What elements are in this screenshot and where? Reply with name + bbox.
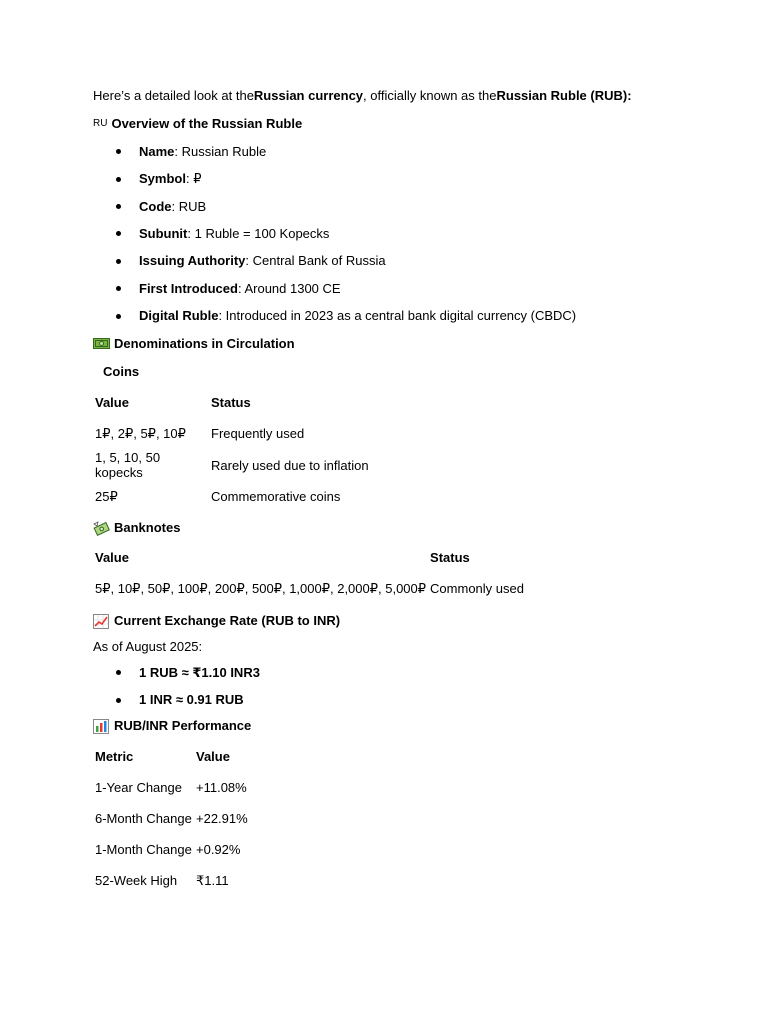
coins-heading: Coins — [103, 363, 140, 379]
overview-title: Overview of the Russian Ruble — [111, 116, 303, 132]
item-label: Name — [139, 143, 175, 159]
table-cell: Commonly used — [430, 580, 524, 596]
exchange-heading — [93, 611, 693, 631]
table-cell: Rarely used due to inflation — [211, 457, 369, 473]
item-value: : ₽ — [185, 171, 202, 187]
column-header: Metric — [95, 749, 134, 765]
exchange-date: As of August 2025: — [93, 639, 203, 655]
table-row — [95, 804, 248, 835]
item-value: : Central Bank of Russia — [245, 253, 386, 269]
list-item — [93, 302, 693, 329]
table-header-row — [95, 742, 248, 773]
table-row — [95, 866, 248, 897]
list-item — [93, 275, 693, 302]
overview-heading — [93, 114, 693, 134]
money-wings-icon — [93, 521, 109, 535]
list-item — [93, 248, 693, 275]
table-cell: 1, 5, 10, 50 kopecks — [95, 449, 161, 481]
russia-flag-icon: RU — [93, 118, 108, 129]
intro-colon: : — [627, 88, 632, 104]
table-row — [95, 419, 369, 450]
list-item — [93, 165, 693, 192]
table-cell: +0.92% — [196, 842, 241, 858]
table-cell: 5₽, 10₽, 50₽, 100₽, 200₽, 500₽, 1,000₽, 2,000₽, 5,000₽ — [95, 580, 427, 596]
column-header: Value — [95, 395, 129, 411]
item-label: Symbol — [139, 171, 186, 187]
coins-table — [95, 388, 369, 512]
rate-value: 1 INR ≈ 0.91 RUB — [139, 692, 244, 708]
list-item — [93, 138, 693, 165]
banknotes-heading — [93, 518, 693, 538]
chart-increasing-icon — [93, 614, 109, 628]
table-cell: 1₽, 2₽, 5₽, 10₽ — [95, 426, 186, 442]
table-row — [95, 773, 248, 804]
denominations-heading — [93, 334, 693, 354]
table-row — [95, 573, 524, 604]
table-cell: ₹1.11 — [196, 873, 229, 889]
item-value: : 1 Ruble = 100 Kopecks — [187, 226, 330, 242]
item-label: Issuing Authority — [139, 253, 246, 269]
overview-list — [93, 138, 693, 330]
table-cell: 1-Year Change — [95, 780, 182, 796]
item-value: : Russian Ruble — [174, 143, 267, 159]
table-cell: 6-Month Change — [95, 811, 192, 827]
list-item — [93, 659, 693, 686]
bar-chart-icon — [93, 719, 109, 733]
item-value: : RUB — [171, 198, 207, 214]
column-header: Value — [196, 749, 230, 765]
item-label: First Introduced — [139, 280, 238, 296]
item-label: Subunit — [139, 226, 188, 242]
exchange-list — [93, 659, 693, 714]
rate-value: 1 RUB ≈ ₹1.10 INR3 — [139, 664, 260, 680]
exchange-title: Current Exchange Rate (RUB to INR) — [114, 613, 341, 629]
table-header-row — [95, 542, 524, 573]
column-header: Status — [430, 549, 470, 565]
list-item — [93, 686, 693, 713]
item-label: Code — [139, 198, 172, 214]
intro-text-middle: , officially known as the — [363, 88, 497, 104]
document-page — [93, 86, 693, 897]
item-label: Digital Ruble — [139, 308, 219, 324]
table-cell: 52-Week High — [95, 873, 178, 889]
table-cell: Commemorative coins — [211, 488, 341, 504]
performance-table — [95, 742, 248, 897]
denominations-title: Denominations in Circulation — [114, 335, 295, 351]
table-row — [95, 450, 369, 481]
list-item — [93, 193, 693, 220]
table-row — [95, 835, 248, 866]
table-cell: +11.08% — [196, 780, 247, 796]
table-header-row — [95, 388, 369, 419]
performance-heading — [93, 716, 693, 736]
table-row — [95, 481, 369, 512]
intro-bold-currency: Russian currency — [253, 88, 364, 104]
item-value: : Introduced in 2023 as a central bank digital currency (CBDC) — [218, 308, 577, 324]
table-cell: Frequently used — [211, 426, 305, 442]
item-value: : Around 1300 CE — [237, 280, 341, 296]
column-header: Status — [211, 395, 251, 411]
banknotes-table — [95, 542, 524, 604]
banknotes-title: Banknotes — [114, 520, 181, 536]
table-cell: 25₽ — [95, 488, 118, 504]
column-header: Value — [95, 549, 129, 565]
intro-paragraph — [93, 86, 693, 106]
performance-title: RUB/INR Performance — [114, 717, 252, 733]
banknote-icon — [93, 337, 109, 351]
intro-text: Here’s a detailed look at the — [93, 88, 254, 104]
table-cell: +22.91% — [196, 811, 248, 827]
list-item — [93, 220, 693, 247]
intro-bold-ruble: Russian Ruble (RUB) — [496, 88, 628, 104]
table-cell: 1-Month Change — [95, 842, 192, 858]
